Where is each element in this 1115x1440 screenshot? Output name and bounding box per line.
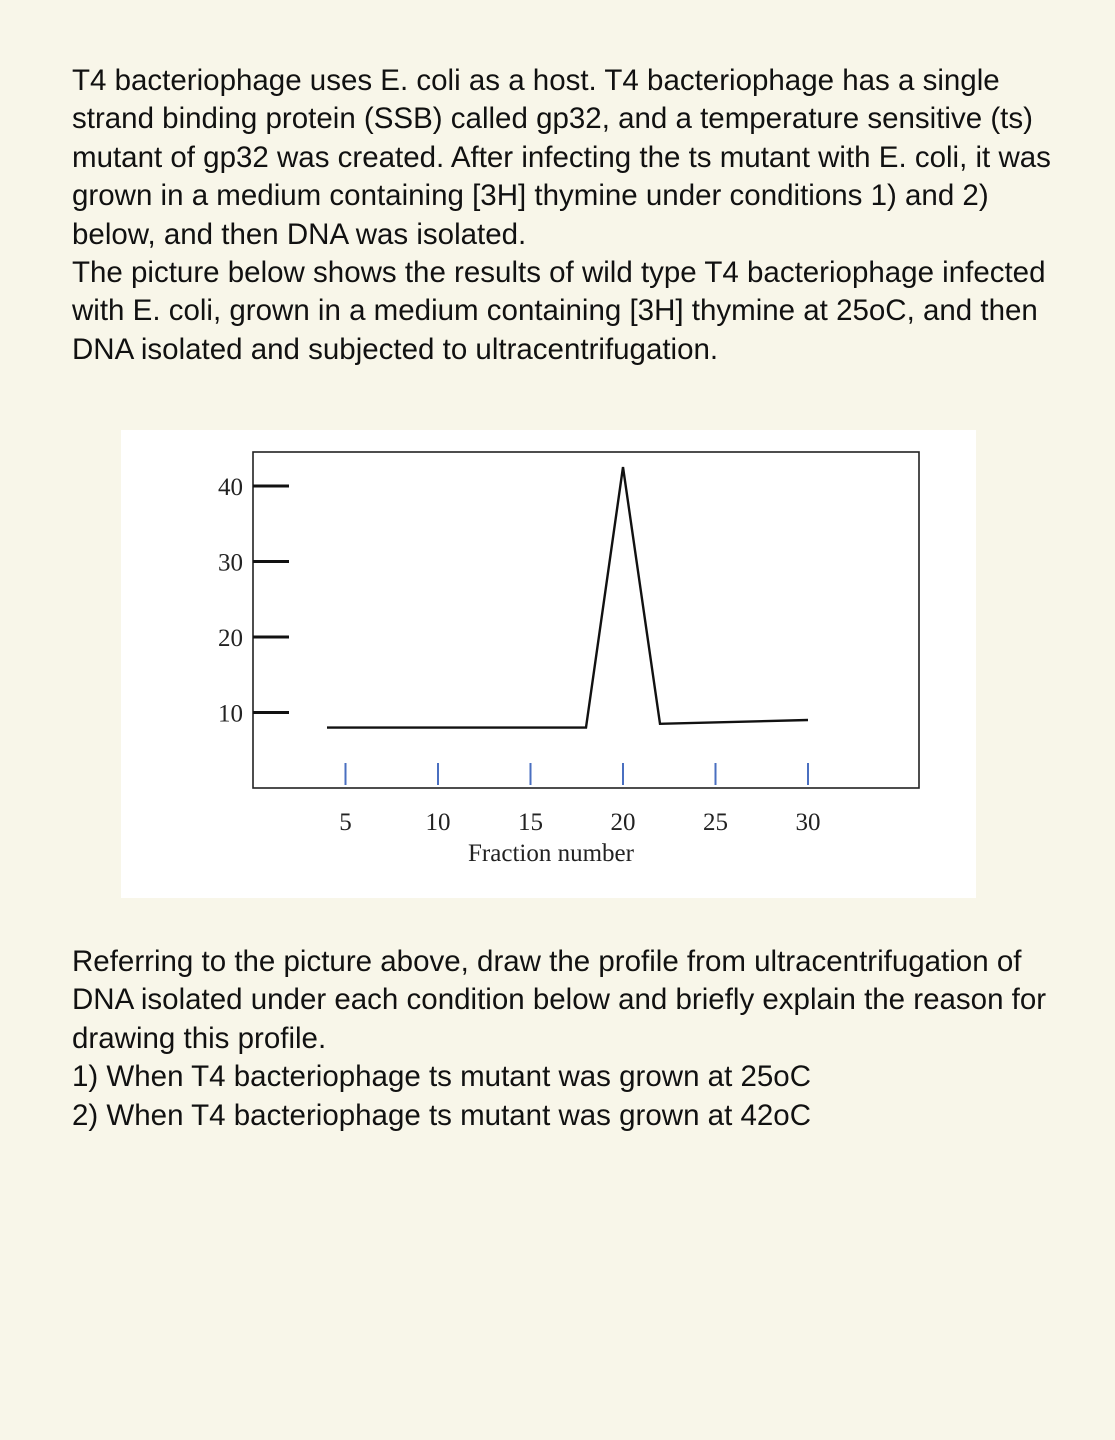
question-text	[72, 943, 1062, 1135]
y-tick-label: 30	[218, 549, 243, 577]
y-tick-label: 40	[218, 473, 243, 501]
fraction-profile-chart	[121, 430, 976, 898]
x-tick-label: 10	[425, 809, 451, 836]
y-tick-label: 20	[218, 624, 243, 652]
x-tick-label: 25	[703, 809, 728, 836]
x-tick-label: 20	[610, 809, 636, 836]
question-paragraph: Referring to the picture above, draw the profile from ultracentrifugation of DNA isolated under each condition below and briefly explain the reason for drawing this profile.	[72, 945, 1047, 1055]
x-tick-label: 30	[795, 809, 821, 836]
condition-2: 2) When T4 bacteriophage ts mutant was grown at 42oC	[72, 1098, 811, 1132]
condition-1: 1) When T4 bacteriophage ts mutant was grown at 25oC	[72, 1060, 811, 1094]
intro-text	[72, 62, 1062, 369]
y-tick-label: 10	[218, 700, 243, 728]
series-line	[327, 467, 808, 727]
x-tick-label: 15	[518, 809, 543, 836]
plot-frame	[253, 452, 919, 788]
x-axis-label: Fraction number	[468, 840, 634, 867]
intro-paragraph-1: T4 bacteriophage uses E. coli as a host. T4 bacteriophage has a single strand binding protein (SSB) called gp32, and a temperature sensitive (ts) mutant of gp32 was created. After infecting the ts mutant with E. coli, it was grown in a medium containing [3H] thymine under conditions 1) and 2) below, and then DNA was isolated.	[72, 64, 1051, 251]
x-tick-label: 5	[339, 809, 352, 836]
intro-paragraph-2: The picture below shows the results of wild type T4 bacteriophage infected with E. coli, grown in a medium containing [3H] thymine at 25oC, and then DNA isolated and subjected to ultracentrifugation.	[72, 256, 1046, 366]
